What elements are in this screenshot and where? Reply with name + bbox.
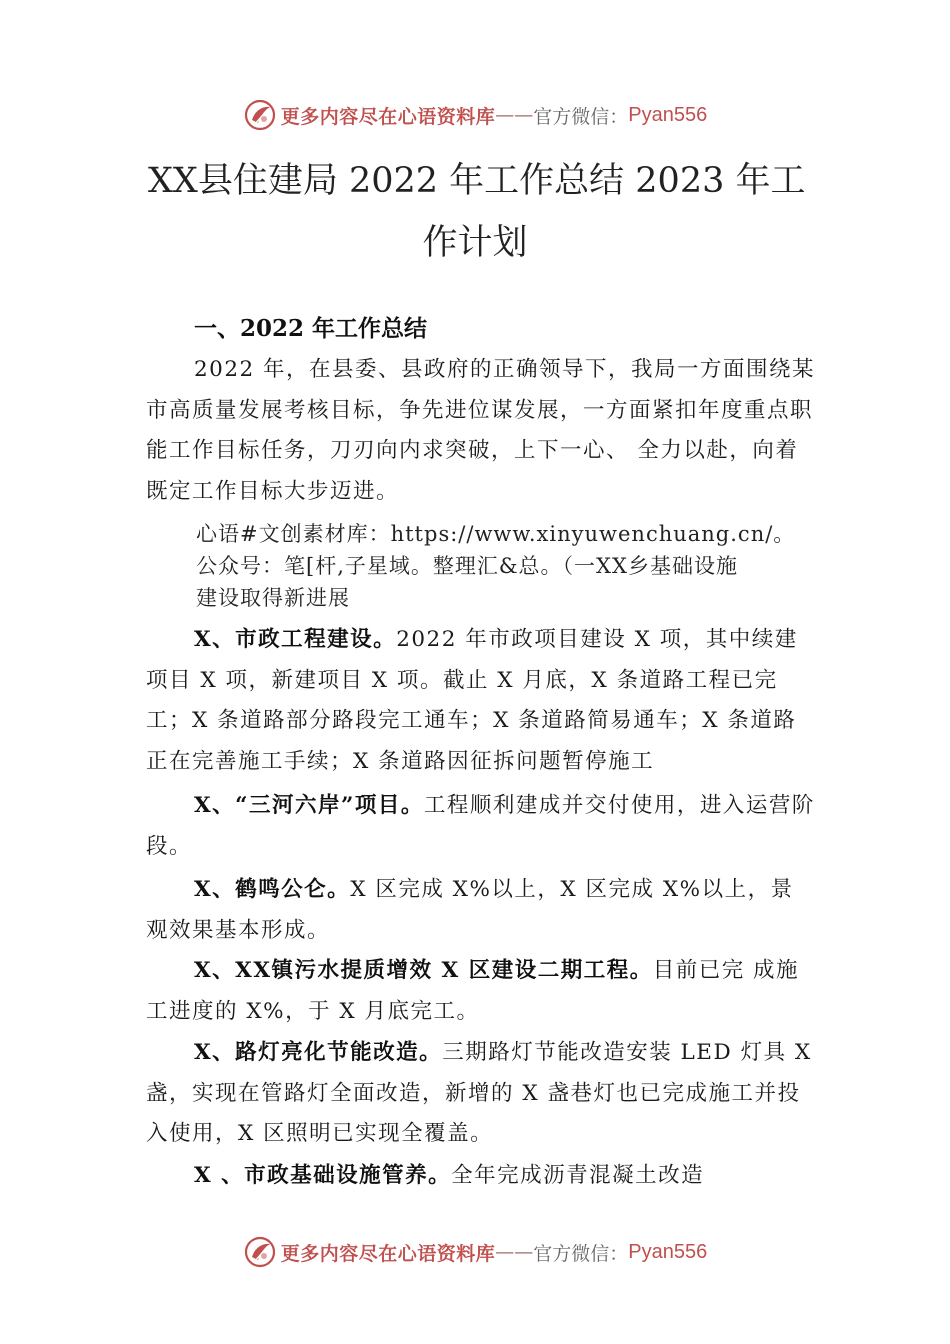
- title-line-2: 作计划: [422, 223, 528, 263]
- item-paragraph: [146, 951, 816, 1032]
- item-paragraph: [146, 1033, 816, 1155]
- item-heading: X、XX镇污水提质增效 X 区建设二期工程。: [194, 958, 653, 983]
- banner-wechat-id: Pyan556: [628, 1240, 708, 1263]
- banner-wechat-label: 官方微信：: [533, 1242, 629, 1265]
- banner-site-text: 更多内容尽在心语资料库: [280, 1242, 496, 1265]
- item-heading: X、鹤鸣公仑。: [194, 877, 351, 902]
- ad-line-1: 心语#文创素材库：https://www.xinyuwenchuang.cn/。: [196, 522, 796, 546]
- banner-site-text: 更多内容尽在心语资料库: [280, 105, 496, 128]
- item-heading: X、路灯亮化节能改造。: [194, 1040, 443, 1065]
- item-body: 三期路灯节能改造安装 LED 灯具 X 盏，实现在管路灯全面改造，新增的 X 盏巷灯也已完成施工并投入使用，X 区照明已实现全覆盖。: [146, 1040, 812, 1146]
- title-line-1: XX县住建局 2022 年工作总结 2023 年工: [148, 161, 806, 201]
- quill-logo-icon: [243, 98, 277, 132]
- ad-line-2: 公众号：笔[杆,子星域。整理汇&总。（一XX乡基础设施: [196, 554, 738, 578]
- item-body: 2022 年市政项目建设 X 项，其中续建项目 X 项，新建项目 X 项。截止 X 月底，X 条道路工程已完工；X 条道路部分路段完工通车；X 条道路简易通车；X 条道路正在完善施工手续；X 条道路因征拆问题暂停施工: [146, 627, 798, 774]
- intro-paragraph: 2022 年，在县委、县政府的正确领导下，我局一方面围绕某市高质量发展考核目标，争先进位谋发展，一方面紧扣年度重点职能工作目标任务，刀刃向内求突破，上下一心、 全力以赴，向着既定工作目标大步迈进。: [146, 357, 816, 504]
- item-heading: X、市政工程建设。: [194, 627, 397, 652]
- section-heading: 一、2022 年工作总结: [194, 315, 428, 342]
- banner-separator: ——: [495, 1241, 534, 1263]
- item-paragraph: [146, 620, 816, 782]
- item-body: X 区完成 X%以上，X 区完成 X%以上，景观效果基本形成。: [146, 877, 794, 943]
- item-paragraph: [146, 1156, 816, 1197]
- footer-banner: [0, 1232, 950, 1272]
- banner-wechat-label: 官方微信：: [533, 105, 629, 128]
- ad-line-3: 建设取得新进展: [196, 586, 350, 610]
- document-title: [148, 150, 806, 274]
- item-body: 全年完成沥青混凝土改造: [451, 1163, 705, 1188]
- item-body: 目前已完 成施工进度的 X%，于 X 月底完工。: [146, 958, 800, 1024]
- item-paragraph: [146, 870, 816, 951]
- item-paragraph: [146, 786, 816, 867]
- banner-separator: ——: [495, 104, 534, 126]
- banner-wechat-id: Pyan556: [628, 103, 708, 126]
- item-heading: X、“三河六岸”项目。: [194, 793, 424, 818]
- quill-logo-icon: [243, 1235, 277, 1269]
- header-banner: [0, 95, 950, 135]
- item-heading: X 、市政基础设施管养。: [194, 1163, 452, 1188]
- item-body: 工程顺利建成并交付使用，进入运营阶段。: [146, 793, 815, 859]
